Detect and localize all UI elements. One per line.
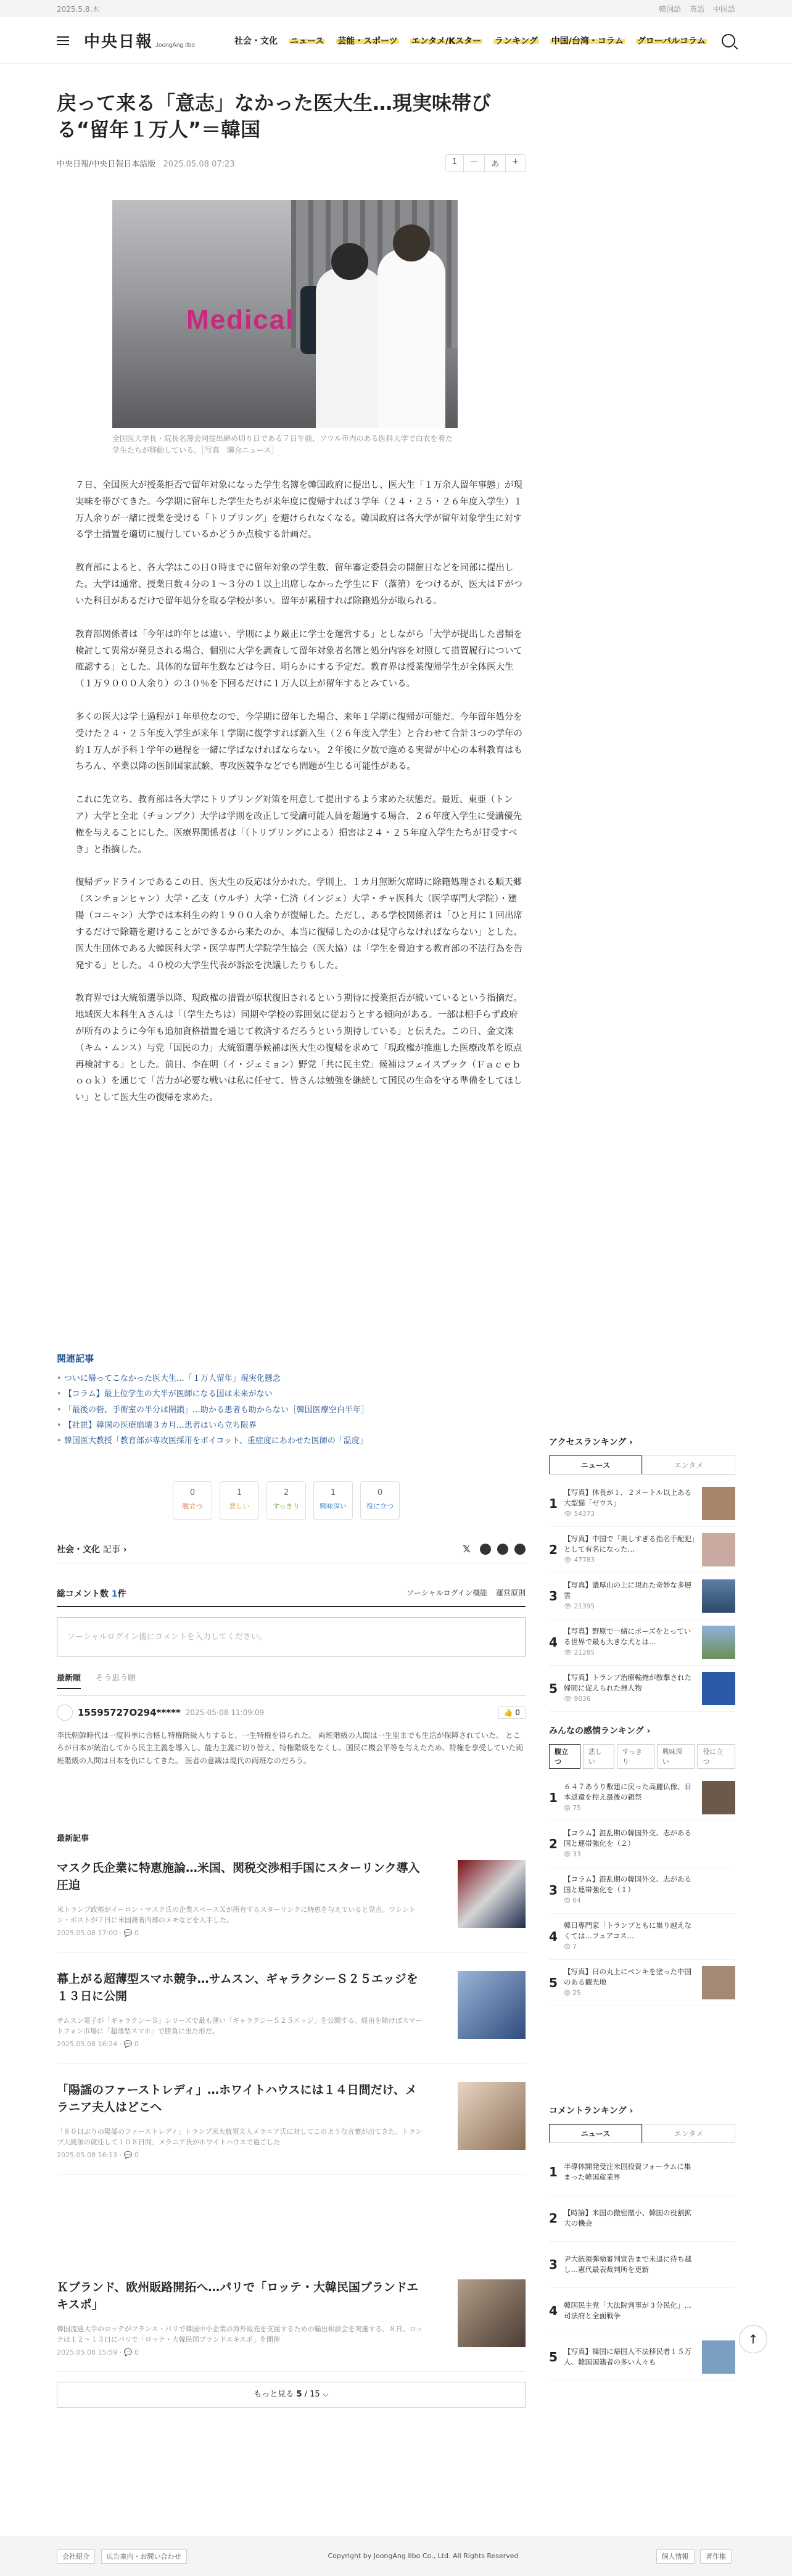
site-header — [0, 17, 792, 64]
access-ranking-heading[interactable]: アクセスランキング › — [549, 1438, 633, 1447]
news-item[interactable]: マスク氏企業に特恵施論…米国、関税交渉相手国にスターリンク導入圧迫 米トランプ政権がイーロン・マスク氏の企業スペースＸが所有するスターリンクに特恵を与えていると発言。ワシントン・ポストが７日に米国務省内部のメモなどを入手した。 2025.05.08 17:00 · 💬 0 — [57, 1860, 526, 1953]
article-source[interactable]: 中央日報/中央日報日本語版 — [57, 160, 156, 169]
site-logo[interactable]: 中央日報 JoongAng Ilbo — [84, 33, 195, 51]
copyright: Copyright by JoongAng Ilbo Co., Ltd. All Rights Reserved — [328, 2552, 519, 2560]
reaction-ranking — [549, 1724, 735, 2006]
comments-header: 総コメント数 1件 ソーシャルログイン機能 運営原則 — [57, 1587, 526, 1607]
ranking-item[interactable]: 1 半導体開発受注米国投資フォーラムに集まった韓国産業界 — [549, 2149, 735, 2195]
nav-item[interactable]: 社会・文化 — [234, 36, 278, 46]
main-nav — [234, 35, 707, 47]
article-tools — [445, 154, 526, 172]
chip-sad[interactable]: 悲しい — [583, 1744, 614, 1769]
tab-agree[interactable]: そう思う順 — [96, 1674, 136, 1683]
nav-item[interactable]: 中国/台湾・コラム — [550, 35, 625, 47]
photo-caption: 全国医大学長・院長名簿会同提出締め切り日である７日午前、ソウル市内のある医科大学で白衣を着た学生たちが移動している。［写真 聯合ニュース］ — [112, 434, 453, 455]
facebook-share-icon[interactable] — [480, 1544, 491, 1555]
comment-input[interactable]: ソーシャルログイン後にコメントを入力してください。 — [57, 1617, 526, 1656]
ranking-item[interactable]: 3 尹大統領弾劾審判宣告まで未退に待ち越し…憲代最表裁判所を更新 — [549, 2242, 735, 2288]
chip-useful[interactable]: 役に立つ — [697, 1744, 735, 1769]
comment-date: 2025-05-08 11:09:09 — [185, 1708, 265, 1717]
reaction-sad-button[interactable]: 1 悲しい — [220, 1481, 259, 1520]
nav-item[interactable]: 芸能・スポーツ — [336, 35, 398, 47]
ranking-item[interactable]: 2 【時論】米国の撤密撤小、韓国の役割拡大の機会 — [549, 2195, 735, 2242]
comment-item — [57, 1705, 526, 1767]
latest-heading: 最新記事 — [57, 1834, 89, 1843]
related-link[interactable]: • 韓国医大教授「教育部が専攻医採用をボイコット、重症度にあわせた医師の「温度」 — [57, 1433, 526, 1449]
news-item[interactable]: Ｋブランド、欧州販路開拓へ…パリで「ロッテ・大韓民国ブランドエキスポ」 韓国流通大手のロッテがフランス・パリで韓国中小企業の海外販売を支援するための輸出相談会を実施する。８日、ロッテは１２～１３日にパリで「ロッテ・大韓民国ブランドエキスポ」を開催 2025.05.08 15:59 · 💬 0 — [57, 2279, 526, 2372]
article-paragraph: 復帰デッドラインであるこの日、医大生の反応は分かれた。学則上、１カ月無断欠席時に除籍処理される順天郷（スンチョンヒャン）大学・乙支（ウルチ）大学・仁済（インジェ）大学・チャ医科大（医学専門大学院）・建陽（コニャン）大学では本科生の約１９００人余りが復帰した。ただし、ある学校関係者は「ひと月に１回出席するだけで除籍を避けることができるから来たのか、本当に復帰したのかは見守らなければならない」とした。医大生団体である大韓医科大学・医学専門大学院学生協会（医大協）は「学生を脅迫する教育部の不法行為を告発する」とした。４０校の大学生代表が訴訟を決議したりもした。 — [75, 878, 522, 971]
news-thumbnail — [458, 1860, 526, 1928]
reaction-interesting-button[interactable]: 1 興味深い — [313, 1481, 353, 1520]
search-icon[interactable] — [722, 34, 735, 47]
ranking-item[interactable]: 2 【写真】中国で「美しすぎる指名手配犯」として有名になった… 👁 47783 — [549, 1527, 735, 1573]
chip-interesting[interactable]: 興味深い — [657, 1744, 695, 1769]
chip-relief[interactable]: すっきり — [617, 1744, 654, 1769]
font-increase-button[interactable]: + — [512, 157, 519, 167]
article-title: 戻って来る「意志」なかった医大生…現実味帯びる“留年１万人”＝韓国 — [57, 91, 492, 142]
font-decrease-button[interactable]: — — [464, 155, 485, 171]
policy-link[interactable]: 運営原則 — [495, 1589, 526, 1597]
article-paragraph: これに先立ち、教育部は各大学にトリプリング対策を用意して提出するよう求めた状態だ。最近、東亜（トンア）大学と全北（チョンブク）大学は学則を改正して受講可能人員を超過する場合、２６年度入学生に受講優先権を与えることにした。医療界関係者は「（トリプリングによる）損害は２４・２５年度入学生たちが甘受すべき」と指摘した。 — [75, 795, 522, 855]
related-link[interactable]: • ついに帰ってこなかった医大生…「１万人留年」現実化懸念 — [57, 1371, 526, 1386]
comment-count-button[interactable]: 1 — [446, 155, 464, 171]
related-articles — [57, 1352, 526, 1449]
related-heading: 関連記事 — [57, 1353, 94, 1364]
ranking-item[interactable]: 1 ６４７あうり敷建に戻った高麗仏像、日本返還を控え最後の親祭 😡 75 — [549, 1775, 735, 1821]
ranking-item[interactable]: 5 【写真】日の丸上にペンキを塗った中国のある観光地 😡 25 — [549, 1960, 735, 2006]
language-links — [653, 4, 735, 14]
footer-copyright-link[interactable]: 著作権 — [700, 2549, 732, 2564]
article-paragraph: 多くの医大は学士過程が１年単位なので、今学期に留年した場合、来年１学期に復帰が可能だ。今年留年処分を受けた２４・２５年度入学生が来年１学期に復学すれば新入生（２６年度入学生）と合わせて合計３つの学年の約１万人が予科１学年の過程を一緒に学ばなければならない。２年後に夕数で進める実習が中心の本科教育はもちろん、卒業以降の医師国家試験、専攻医競争などでも問題が生じる可能性がある。 — [75, 712, 522, 772]
related-link[interactable]: • 「最後の砦、手術室の半分は閉鎖」…助かる患者も助からない［韓国医療空白半年］ — [57, 1402, 526, 1418]
reaction-relief-button[interactable]: 2 すっきり — [266, 1481, 306, 1520]
lang-link-korean[interactable]: 韓国語 — [659, 4, 682, 14]
comment-user: 15595727O294***** — [78, 1707, 181, 1718]
comment-count: 1 — [111, 1589, 118, 1599]
comment-ranking-heading[interactable]: コメントランキング › — [549, 2106, 633, 2116]
section-link[interactable]: 社会・文化 記事 › — [57, 1545, 127, 1555]
article-photo[interactable] — [112, 200, 458, 428]
article-body — [75, 477, 526, 1123]
ranking-item[interactable]: 4 韓国民主党「大法院判事が３分民化」…司法府と全面戦争 — [549, 2288, 735, 2334]
article-paragraph: 教育部関係者は「今年は昨年とは違い、学則により厳正に学士を運営する」としながら「大学が提出した書類を検討して異常が発見される場合、個別に大学を調査して留年対象者名簿と処分内容を対照して措置履行について確認する」とした。具体的な留年生数などは今日、明らかにする予定だ。教育界は授業復帰学生が全体医大生（１万９０００人余り）の３０％を下回るだけに１万人以上が留年するとみている。 — [75, 629, 522, 689]
article-byline — [57, 154, 526, 172]
today-date: 2025.5.8.木 — [57, 4, 100, 14]
news-thumbnail — [458, 1971, 526, 2039]
link-share-icon[interactable] — [497, 1544, 508, 1555]
ranking-item[interactable]: 5 【写真】トランプ治療輸掩が散撃された婦間に促えられた揮人物 👁 9036 — [549, 1666, 735, 1712]
reaction-ranking-heading[interactable]: みんなの感情ランキング › — [549, 1726, 651, 1736]
photo-sign: Medical — [186, 305, 295, 335]
comment-like-button[interactable]: 👍 0 — [498, 1706, 526, 1719]
ranking-item[interactable]: 2 【コラム】混乱期の韓国外交、志がある国と連帯強化を（２） 😡 33 — [549, 1821, 735, 1867]
article-paragraph: 教育部によると、各大学はこの日０時までに留年対象の学生数、留年審定委員会の開催日などを同部に提出した。大学は通常、授業日数４分の１～３分の１以上出席しなかった学生にＦ（落第）をつけるが、医大はＦがついた科目があるだけで留年処分を取る学校が多い。留年が累積すれば除籍処分が取られる。 — [75, 563, 522, 606]
access-ranking — [549, 1436, 735, 1712]
news-item[interactable]: 幕上がる超薄型スマホ競争…サムスン、ギャラクシーＳ２５エッジを１３日に公開 サムスン電子が「ギャラクシーＳ」シリーズで最も薄い「ギャラクシーＳ２５エッジ」を公開する。経由を除けばスマートフォン市場に「超薄型スマホ」で勝負に出た形だ。 2025.05.08 16:24 · 💬 0 — [57, 1971, 526, 2064]
menu-icon[interactable] — [57, 36, 69, 45]
scroll-top-button[interactable]: ↑ — [739, 2325, 767, 2353]
tab-entertainment[interactable]: エンタメ — [642, 2124, 735, 2142]
nav-item[interactable]: グローバルコラム — [636, 35, 707, 47]
article-date: 2025.05.08 07:23 — [163, 160, 235, 169]
ranking-item[interactable]: 5 【写真】韓国に帰国入不法移民者１５万人、韓国国籍者の多い人々も — [549, 2334, 735, 2381]
footer-company-link[interactable]: 会社紹介 — [57, 2549, 95, 2564]
comment-text: 李氏朝鮮時代は一度科挙に合格し特権階級入りすると、一生特権を得られた。 両班階級の人間は一生里までも生活が保障されていた。 ところが日本が統治してから民主主義を導入し、能力主義に切り替え、特権階級をなくし、国民に機会平等を与えたため、特権を享受していた両班階級の人間は日本を仇にしてきた。 医者の意識は現代の両班なのだろう。 — [57, 1731, 524, 1765]
social-login-link[interactable]: ソーシャルログイン機能 — [406, 1589, 487, 1597]
more-button[interactable]: もっと見る 5 / 15 ⌵ — [57, 2382, 526, 2408]
footer-privacy-link[interactable]: 個人情報 — [656, 2549, 695, 2564]
lang-link-english[interactable]: 英語 — [690, 4, 705, 14]
ranking-item[interactable]: 1 【写真】体長が１．２メートル以上ある大型猫「ゼウス」 👁 54373 — [549, 1481, 735, 1527]
tab-latest[interactable]: 最新順 — [57, 1671, 81, 1689]
comment-ranking — [549, 2104, 735, 2381]
font-size-label: あ — [485, 155, 506, 171]
nav-item[interactable]: ニュース — [289, 35, 325, 47]
article-paragraph: ７日、全国医大が授業拒否で留年対象になった学生名簿を韓国政府に提出し、医大生「１万余人留年事態」が現実味を帯びてきた。今学期に留年した学生たちが来年度に復帰すれば３学年（２４・２５・２６年度入学生）１万人余りが一緒に授業を受ける「トリプリング」を避けられなくなる。韓国政府は各大学が留年対象学生に対する学士措置を適切に履行しているかどうか点検する計画だ。 — [75, 480, 522, 540]
footer-ad-link[interactable]: 広告案内・お問い合わせ — [101, 2549, 187, 2564]
share-buttons — [463, 1544, 526, 1555]
ranking-item[interactable]: 4 【写真】野原で一緒にポーズをとっている世界で最も大きな犬とは… 👁 21285 — [549, 1619, 735, 1666]
comment-sort-tabs — [57, 1671, 526, 1696]
tab-entertainment[interactable]: エンタメ — [642, 1455, 735, 1474]
avatar — [57, 1705, 73, 1721]
tab-news[interactable]: ニュース — [549, 1455, 642, 1474]
chip-angry[interactable]: 腹立つ — [549, 1744, 580, 1769]
x-share-icon[interactable]: 𝕏 — [463, 1543, 471, 1555]
ranking-item[interactable]: 3 【コラム】混乱期の韓国外交、志がある国と連帯強化を（１） 😡 64 — [549, 1867, 735, 1914]
tab-news[interactable]: ニュース — [549, 2124, 642, 2142]
top-utility-bar — [0, 0, 792, 17]
article-paragraph: 教育界では大統領選挙以降、現政権の措置が原状復旧されるという期待に授業拒否が続いているという指摘だ。地域医大本科生Ａさんは「（学生たちは）同期や学校の雰囲気に従おうとする傾向がある。一部は相手らず政府が所有のように今年も追加資格措置を通じて救済するだろうという期待している」と伝えた。この日、金文洙（キム・ムンス）与党「国民の力」大統領選挙候補は医大生の復帰を求めて「現政権が推進した医療改革を原点再検討する」とした。前日、李在明（イ・ジェミョン）野党「共に民主党」候補はフェイスブック（Ｆａｃｅｂｏｏｋ）を通じて「苦力が必要な戦いは私に任せて、皆さんは勉強を継続して国民の生命を守る準備をしてほしい」として医大生の復帰を求めた。 — [75, 994, 522, 1103]
ranking-item[interactable]: 3 【写真】濃厚山の上に現れた奇妙な多層雲 👁 21395 — [549, 1573, 735, 1619]
related-link[interactable]: • 【コラム】最上位学生の大半が医師になる国は未来がない — [57, 1386, 526, 1402]
footer — [0, 2536, 792, 2576]
nav-item[interactable]: ランキング — [493, 35, 539, 47]
ranking-item[interactable]: 4 韓日専門家「トランプともに集り越えなくては…フュアコス… 😡 7 — [549, 1914, 735, 1960]
mail-share-icon[interactable] — [514, 1544, 526, 1555]
related-link[interactable]: • 【社説】韓国の医療崩壊３カ月…患者はいら立ち限界 — [57, 1418, 526, 1433]
nav-item[interactable]: エンタメ/Kスター — [410, 35, 482, 47]
news-thumbnail — [458, 2279, 526, 2347]
news-item[interactable]: 「陽謡のファーストレディ」…ホワイトハウスには１４日間だけ、メラニア夫人はどこへ 「８０日ぶりの陽謡のファーストレディ」トランプ米大統領夫人メラニア氏に対してこのような言葉が出てきた。トランプ大統領の就任して１０８日間、メラニア氏がホワイトハウスで過ごした 2025.05.08 16:13 · 💬 0 — [57, 2082, 526, 2175]
section-bar — [57, 1543, 526, 1563]
reaction-angry-button[interactable]: 0 腹立つ — [173, 1481, 212, 1520]
reaction-useful-button[interactable]: 0 役に立つ — [360, 1481, 400, 1520]
lang-link-chinese[interactable]: 中国語 — [712, 4, 735, 14]
news-thumbnail — [458, 2082, 526, 2150]
reaction-buttons — [173, 1481, 400, 1520]
